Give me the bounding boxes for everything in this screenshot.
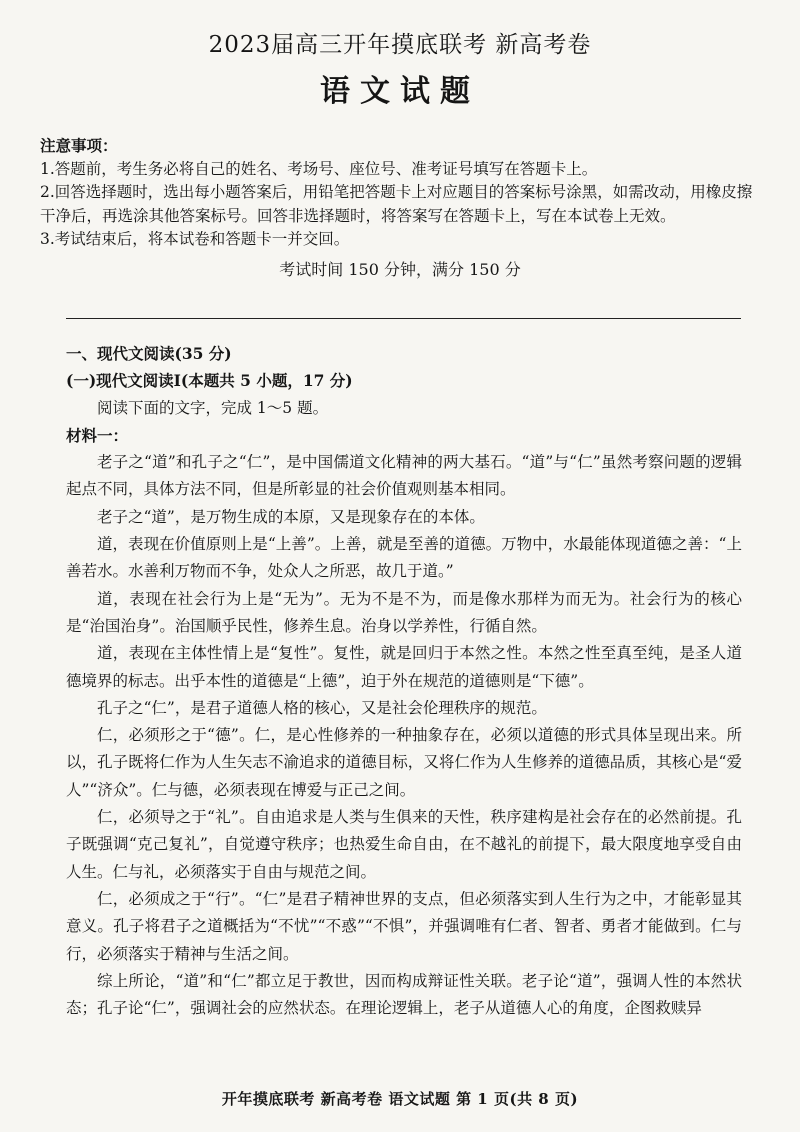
notice-item: 2.回答选择题时，选出每小题答案后，用铅笔把答题卡上对应题目的答案标号涂黑，如需改动，用橡皮擦干净后，再选涂其他答案标号。回答非选择题时，将答案写在答题卡上，写在本试卷上无效。 bbox=[40, 183, 753, 225]
subsection-heading: (一)现代文阅读Ⅰ(本题共 5 小题，17 分) bbox=[66, 371, 353, 391]
paragraph: 道，表现在主体性情上是“复性”。复性，就是回归于本然之性。本然之性至真至纯，是圣人道德境界的标志。出乎本性的道德是“上德”，迫于外在规范的道德则是“下德”。 bbox=[66, 644, 742, 690]
paragraph: 老子之“道”，是万物生成的本原，又是现象存在的本体。 bbox=[97, 507, 485, 526]
instruction-text: 阅读下面的文字，完成 1～5 题。 bbox=[97, 398, 329, 417]
paragraph: 道，表现在社会行为上是“无为”。无为不是不为，而是像水那样为而无为。社会行为的核心是“治国治身”。治国顺乎民性，修养生息。治身以学养性，行循自然。 bbox=[66, 589, 742, 635]
section-heading: 一、现代文阅读(35 分) bbox=[66, 344, 232, 363]
notice-item: 1.答题前，考生务必将自己的姓名、考场号、座位号、准考证号填写在答题卡上。 bbox=[40, 159, 598, 178]
material-label: 材料一： bbox=[66, 425, 129, 445]
notice-block bbox=[40, 134, 760, 281]
paragraph: 孔子之“仁”，是君子道德人格的核心，又是社会伦理秩序的规范。 bbox=[97, 698, 547, 717]
paragraph: 综上所论，“道”和“仁”都立足于教世，因而构成辩证性关联。老子论“道”，强调人性的本然状态；孔子论“仁”，强调社会的应然状态。在理论逻辑上，老子从道德人心的角度，企图救赎异 bbox=[66, 971, 742, 1018]
paragraph: 道，表现在价值原则上是“上善”。上善，就是至善的道德。万物中，水最能体现道德之善：“上善若水。水善利万物而不争，处众人之所恶，故几于道。” bbox=[66, 535, 742, 581]
notice-item: 3.考试结束后，将本试卷和答题卡一并交回。 bbox=[40, 230, 350, 248]
exam-time: 考试时间 150 分钟，满分 150 分 bbox=[279, 259, 521, 279]
paragraph: 仁，必须成之于“行”。“仁”是君子精神世界的支点，但必须落实到人生行为之中，才能彰显其意义。孔子将君子之道概括为“不忧”“不惑”“不惧”，并强调唯有仁者、智者、勇者才能做到。仁与行，必须落实于精神与生活之间。 bbox=[66, 889, 742, 963]
notice-heading: 注意事项： bbox=[40, 136, 118, 155]
page-footer: 开年摸底联考 新高考卷 语文试题 第 1 页(共 8 页) bbox=[221, 1090, 579, 1108]
paragraph: 仁，必须导之于“礼”。自由追求是人类与生俱来的天性，秩序建构是社会存在的必然前提。孔子既强调“克己复礼”，自觉遵守秩序；也热爱生命自由，在不越礼的前提下，最大限度地享受自由人生。仁与礼，必须落实于自由与规范之间。 bbox=[66, 808, 742, 881]
divider-line bbox=[66, 318, 741, 319]
reading-section bbox=[66, 340, 742, 1022]
exam-title: 2023届高三开年摸底联考 新高考卷 bbox=[208, 32, 592, 58]
paragraph: 仁，必须形之于“德”。仁，是心性修养的一种抽象存在，必须以道德的形式具体呈现出来。所以，孔子既将仁作为人生矢志不渝追求的道德目标，又将仁作为人生修养的道德品质，其核心是“爱人”“济众”。仁与德，必须表现在博爱与正己之间。 bbox=[66, 726, 742, 799]
paragraph: 老子之“道”和孔子之“仁”，是中国儒道文化精神的两大基石。“道”与“仁”虽然考察问题的逻辑起点不同，具体方法不同，但是所彰显的社会价值观则基本相同。 bbox=[66, 453, 742, 499]
subject-title: 语文试题 bbox=[320, 74, 480, 109]
